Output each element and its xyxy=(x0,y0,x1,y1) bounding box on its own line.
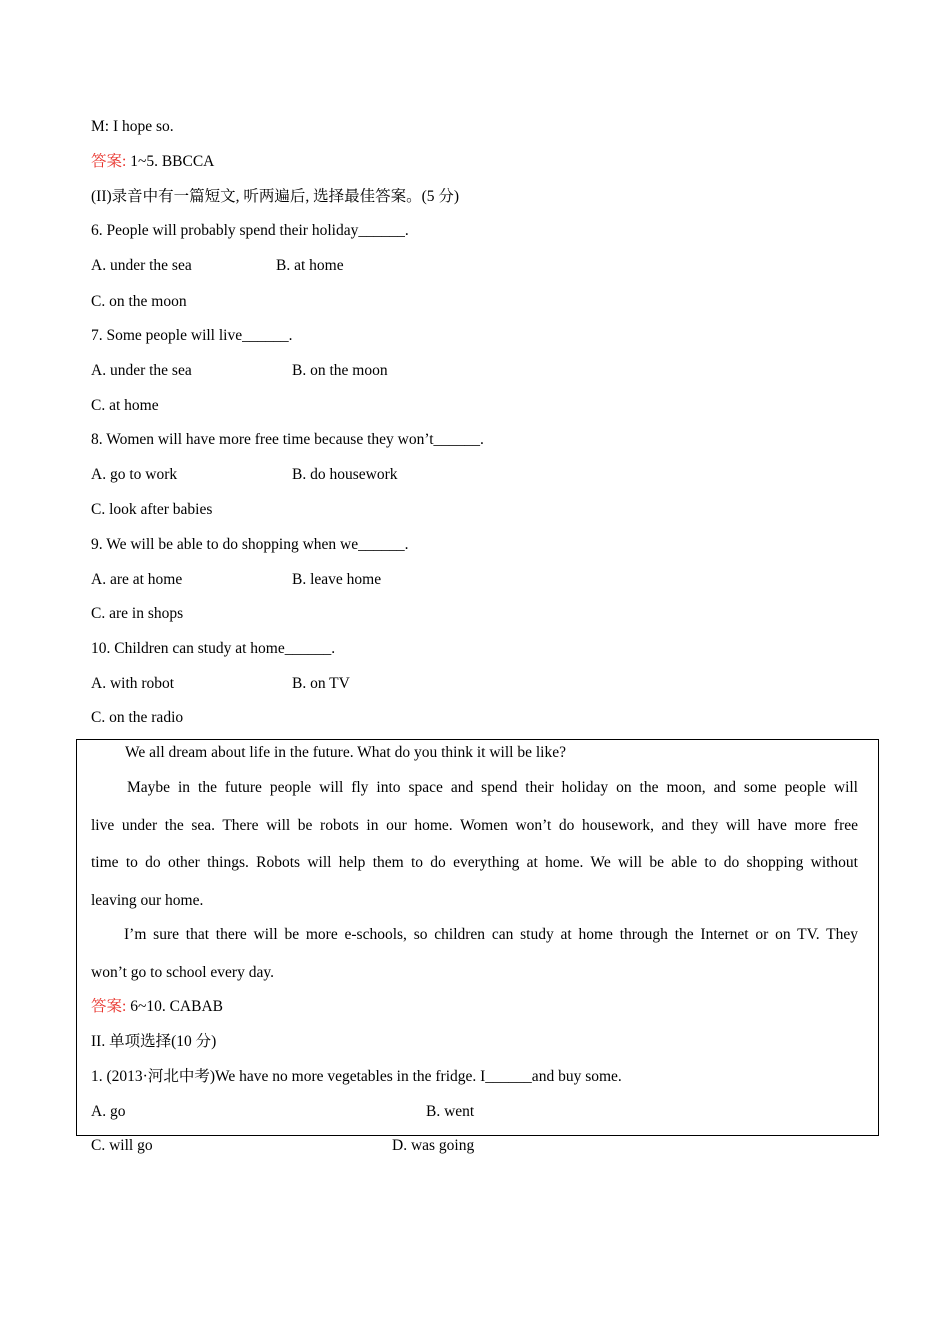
question-stem: 9. We will be able to do shopping when we______. xyxy=(91,536,409,553)
answer-label: 答案: xyxy=(91,153,127,170)
section-heading: (II)录音中有一篇短文, 听两遍后, 选择最佳答案。(5 分) xyxy=(91,188,460,205)
option-a: A. under the sea xyxy=(91,257,192,274)
passage-line: leaving our home. xyxy=(91,891,204,909)
section-ii-heading: II. 单项选择(10 分) xyxy=(91,1033,217,1050)
answer-label: 答案: xyxy=(91,998,127,1015)
mc-question-stem: 1. (2013·河北中考)We have no more vegetables in the fridge. I______and buy some. xyxy=(91,1068,622,1085)
option-b: B. on TV xyxy=(292,675,350,692)
passage-paragraph-3 xyxy=(91,925,858,983)
passage-line: live under the sea. There will be robots in our home. Women won’t do housework, and they will have more free xyxy=(91,816,858,834)
option-a: A. go to work xyxy=(91,466,178,483)
option-b: B. went xyxy=(426,1103,475,1120)
passage-paragraph-2 xyxy=(91,778,858,911)
question-stem: 6. People will probably spend their holiday______. xyxy=(91,222,409,239)
answer-line-1 xyxy=(91,152,214,172)
question-stem: 8. Women will have more free time because they won’t______. xyxy=(91,431,484,448)
passage-line: won’t go to school every day. xyxy=(91,963,274,981)
question-stem: 7. Some people will live______. xyxy=(91,327,293,344)
option-c: C. on the moon xyxy=(91,293,187,310)
passage-line: I’m sure that there will be more e-schools, so children can study at home through the Internet or on TV. They xyxy=(124,926,858,943)
passage-line: Maybe in the future people will fly into space and spend their holiday on the moon, and some people will xyxy=(127,779,858,796)
option-c: C. look after babies xyxy=(91,501,213,518)
option-a: A. go xyxy=(91,1103,126,1120)
option-a: A. under the sea xyxy=(91,362,192,379)
option-b: B. do housework xyxy=(292,466,398,483)
answer-text: 1~5. BBCCA xyxy=(126,153,215,170)
question-stem: 10. Children can study at home______. xyxy=(91,640,336,657)
option-c: C. at home xyxy=(91,397,159,414)
option-d: D. was going xyxy=(392,1137,475,1154)
option-a: A. with robot xyxy=(91,675,175,692)
option-c: C. will go xyxy=(91,1137,153,1154)
option-a: A. are at home xyxy=(91,571,183,588)
passage-line: time to do other things. Robots will help them to do everything at home. We will be able to do shopping without xyxy=(91,854,858,871)
option-c: C. are in shops xyxy=(91,605,184,622)
dialogue-line: M: I hope so. xyxy=(91,118,174,135)
option-b: B. leave home xyxy=(292,571,382,588)
answer-text: 6~10. CABAB xyxy=(126,998,223,1015)
option-b: B. at home xyxy=(276,257,344,274)
passage-paragraph-1: We all dream about life in the future. What do you think it will be like? xyxy=(125,744,566,761)
option-b: B. on the moon xyxy=(292,362,388,379)
option-c: C. on the radio xyxy=(91,709,184,726)
answer-line-2 xyxy=(91,997,223,1017)
